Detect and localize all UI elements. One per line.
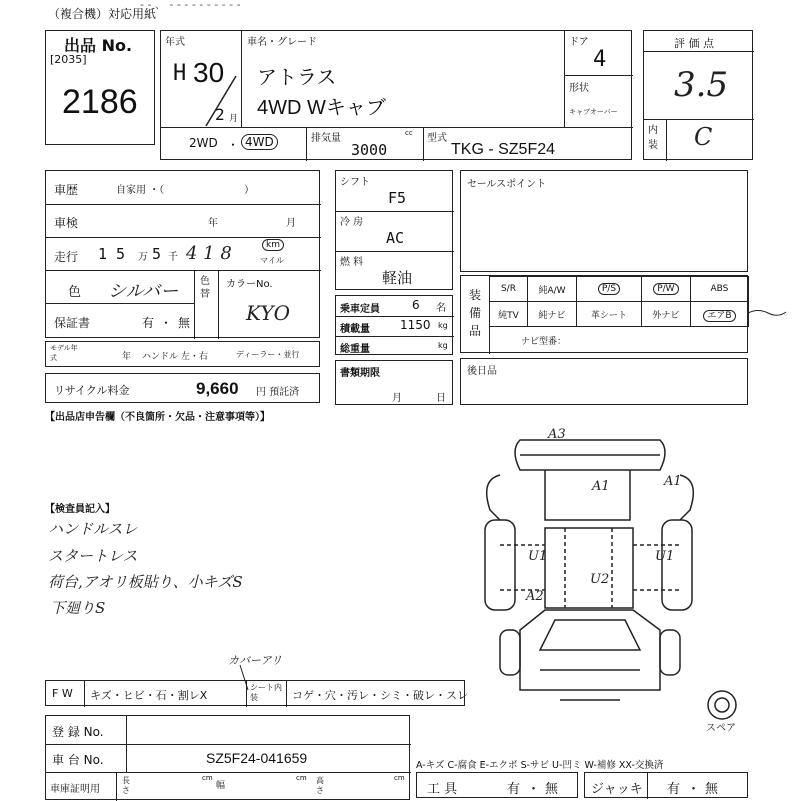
- diagram-mark-a1-right: A1: [664, 474, 682, 489]
- doc-expiry-label: 書類期限: [340, 368, 380, 379]
- inspector-line-3: 荷台,アオリ板貼り、小キズS: [48, 573, 243, 591]
- cover-annotation: カバーアリ: [228, 654, 283, 667]
- drive-4wd: 4WD: [241, 134, 278, 150]
- diagram-mark-a2: A2: [526, 589, 544, 604]
- equip-navi: 純ナビ: [527, 302, 576, 327]
- seat-items: コゲ・穴・汚レ・シミ・破レ・スレ: [292, 689, 468, 702]
- color-code-value: KYO: [246, 301, 291, 325]
- jack-box: ジャッキ 有 ・ 無: [584, 772, 748, 798]
- fw-label: F W: [52, 687, 73, 700]
- dealer-label: ディーラー・並行: [236, 350, 300, 359]
- chassis-label: 車 台 No.: [52, 753, 104, 767]
- lot-box: [45, 30, 155, 145]
- door-value: 4: [593, 47, 607, 72]
- header-block: 年式 H 30 2 月 車名・グレード アトラス 4WD Wキャブ ドア 4 形状 キャブオーバー 2WD ・ 4WD 排気量 cc 3000 型式 TKG - SZ5F24: [160, 30, 632, 160]
- shift-label: シフト: [340, 177, 370, 188]
- jack-label: ジャッキ: [591, 782, 643, 797]
- diagram-mark-u1-right: U1: [655, 549, 675, 564]
- tools-box: 工 具 有 ・ 無: [416, 772, 578, 798]
- recycle-unit: 円 預託済: [256, 387, 300, 398]
- equip-airbag: エアB: [703, 310, 735, 322]
- sales-point-box: [460, 170, 748, 272]
- recycle-label: リサイクル料金: [54, 384, 130, 397]
- score-value: 3.5: [674, 65, 729, 105]
- notes-label: 【出品店申告欄（不良箇所・欠品・注意事項等）】: [45, 412, 270, 423]
- year-value: 30: [193, 57, 225, 88]
- mileage-mile: マイル: [260, 256, 284, 265]
- later-items-label: 後日品: [467, 366, 497, 377]
- mileage-man: 1 5: [98, 245, 126, 263]
- condition-row: [45, 680, 468, 706]
- score-label: 評 価 点: [674, 37, 714, 50]
- equip-leather: 革シート: [577, 302, 642, 327]
- equip-ext-navi: 外ナビ: [641, 302, 690, 327]
- equip-aw: 純A/W: [527, 277, 576, 302]
- equip-pw: P/W: [653, 283, 678, 295]
- certificate-label: 車庫証明用: [50, 784, 100, 795]
- mileage-km: km: [262, 239, 284, 251]
- chassis-value: SZ5F24-041659: [206, 750, 308, 766]
- interior-label: 内装: [648, 125, 658, 151]
- navi-model-label: ナビ型番：: [521, 337, 567, 347]
- capacity-label: 乗車定員: [340, 304, 380, 315]
- model-year-label: モデル年式: [50, 344, 78, 362]
- score-box: [643, 30, 753, 160]
- middle-block: [335, 170, 453, 290]
- drive-2wd: 2WD: [189, 136, 218, 150]
- diagram-mark-u1-left: U1: [528, 549, 548, 564]
- sales-point-label: セールスポイント: [467, 179, 547, 190]
- seat-label: シート内装: [250, 683, 282, 702]
- gross-label: 総重量: [340, 344, 370, 355]
- equip-tv: 純TV: [490, 302, 528, 327]
- spare-label: スペア: [706, 723, 736, 734]
- diagram-mark-u2: U2: [590, 572, 610, 587]
- warranty-label: 保証書: [54, 316, 91, 330]
- handle-label: ハンドル 左・右: [142, 352, 208, 362]
- registration-label: 登 録 No.: [52, 725, 104, 739]
- model-year-row: モデル年式 年 ハンドル 左・右 ディーラー・並行: [45, 341, 320, 367]
- later-items-box: [460, 358, 748, 405]
- fuel-value: 軽油: [382, 269, 413, 287]
- equip-ps: P/S: [598, 283, 620, 295]
- displacement-unit: cc: [405, 129, 413, 137]
- displacement-value: 3000: [351, 141, 388, 159]
- model-value: TKG - SZ5F24: [451, 141, 556, 158]
- load-value: 1150: [400, 318, 431, 332]
- body-label: 形状: [569, 83, 589, 94]
- year-era: H: [173, 61, 187, 86]
- diagram-mark-a3: A3: [548, 427, 566, 442]
- fw-items: キズ・ヒビ・石・割レX: [90, 689, 208, 702]
- color-label: 色: [68, 285, 82, 300]
- capacity-value: 6: [412, 298, 420, 312]
- inspection-label: 車検: [54, 216, 79, 230]
- car-grade: 4WD Wキャブ: [257, 97, 386, 119]
- car-label: 車名・グレード: [247, 37, 317, 48]
- year-month: 2: [215, 105, 225, 124]
- tools-label: 工 具: [427, 782, 458, 797]
- inspector-line-1: ハンドルスレ: [48, 520, 138, 538]
- lot-number: 2186: [62, 83, 138, 121]
- aircon-value: AC: [386, 229, 405, 247]
- inspector-line-2: スタートレス: [48, 547, 138, 565]
- shift-value: F5: [388, 189, 407, 207]
- capacity-block: 乗車定員 6 名 積載量 1150 kg 総重量 kg: [335, 295, 453, 355]
- inspector-line-4: 下廻りS: [50, 599, 106, 617]
- diagram-mark-a1-left: A1: [592, 479, 610, 494]
- form-title: （複合機）対応用紙: [48, 7, 157, 21]
- top-cut-text: - - 、 - - - - - - - - - -: [140, 0, 241, 11]
- equip-sr: S/R: [490, 277, 528, 302]
- equipment-table: [489, 276, 749, 327]
- car-name: アトラス: [257, 67, 337, 89]
- lot-label: 出品 No.: [64, 36, 133, 55]
- color-value: シルバー: [108, 281, 179, 302]
- color-change-label: 色替: [200, 276, 210, 300]
- interior-value: C: [694, 123, 713, 151]
- mileage-hand: 4 1 8: [186, 243, 232, 264]
- fuel-label: 燃 料: [340, 257, 364, 268]
- left-info-block: 車歴 自家用 ・（ ） 車検 年 月 走行 1 5 万 5 千 4 1 8 km マイル 色 シルバー 色替 カラーNo. KYO 保証書 有 ・ 無: [45, 170, 320, 338]
- mileage-sen: 5: [152, 245, 162, 263]
- displacement-label: 排気量: [311, 133, 341, 144]
- year-month-unit: 月: [229, 114, 239, 124]
- equipment-label: 装備品: [469, 288, 482, 338]
- doc-expiry-block: 書類期限 月 日: [335, 360, 453, 405]
- inspector-label: 【検査員記入】: [45, 504, 115, 515]
- aircon-label: 冷 房: [340, 217, 364, 228]
- recycle-row: [45, 373, 320, 403]
- equipment-box: [460, 275, 748, 353]
- mileage-label: 走行: [54, 250, 79, 264]
- history-value: 自家用 ・（ ）: [116, 185, 255, 196]
- model-label: 型式: [427, 133, 447, 144]
- door-label: ドア: [569, 37, 589, 48]
- damage-legend: A-キズ C-腐食 E-エクボ S-サビ U-凹ミ W-補修 XX-交換済: [416, 760, 664, 771]
- recycle-value: 9,660: [196, 379, 239, 398]
- color-code-label: カラーNo.: [226, 279, 273, 290]
- registration-block: 登 録 No. 車 台 No. SZ5F24-041659 車庫証明用 長さ cm 幅 cm 高さ cm: [45, 715, 410, 800]
- body-value: キャブオーバー: [569, 108, 618, 116]
- load-label: 積載量: [340, 324, 370, 335]
- year-label: 年式: [165, 37, 185, 48]
- lot-code: [2035]: [50, 53, 87, 66]
- history-label: 車歴: [54, 183, 79, 197]
- equip-abs: ABS: [690, 277, 748, 302]
